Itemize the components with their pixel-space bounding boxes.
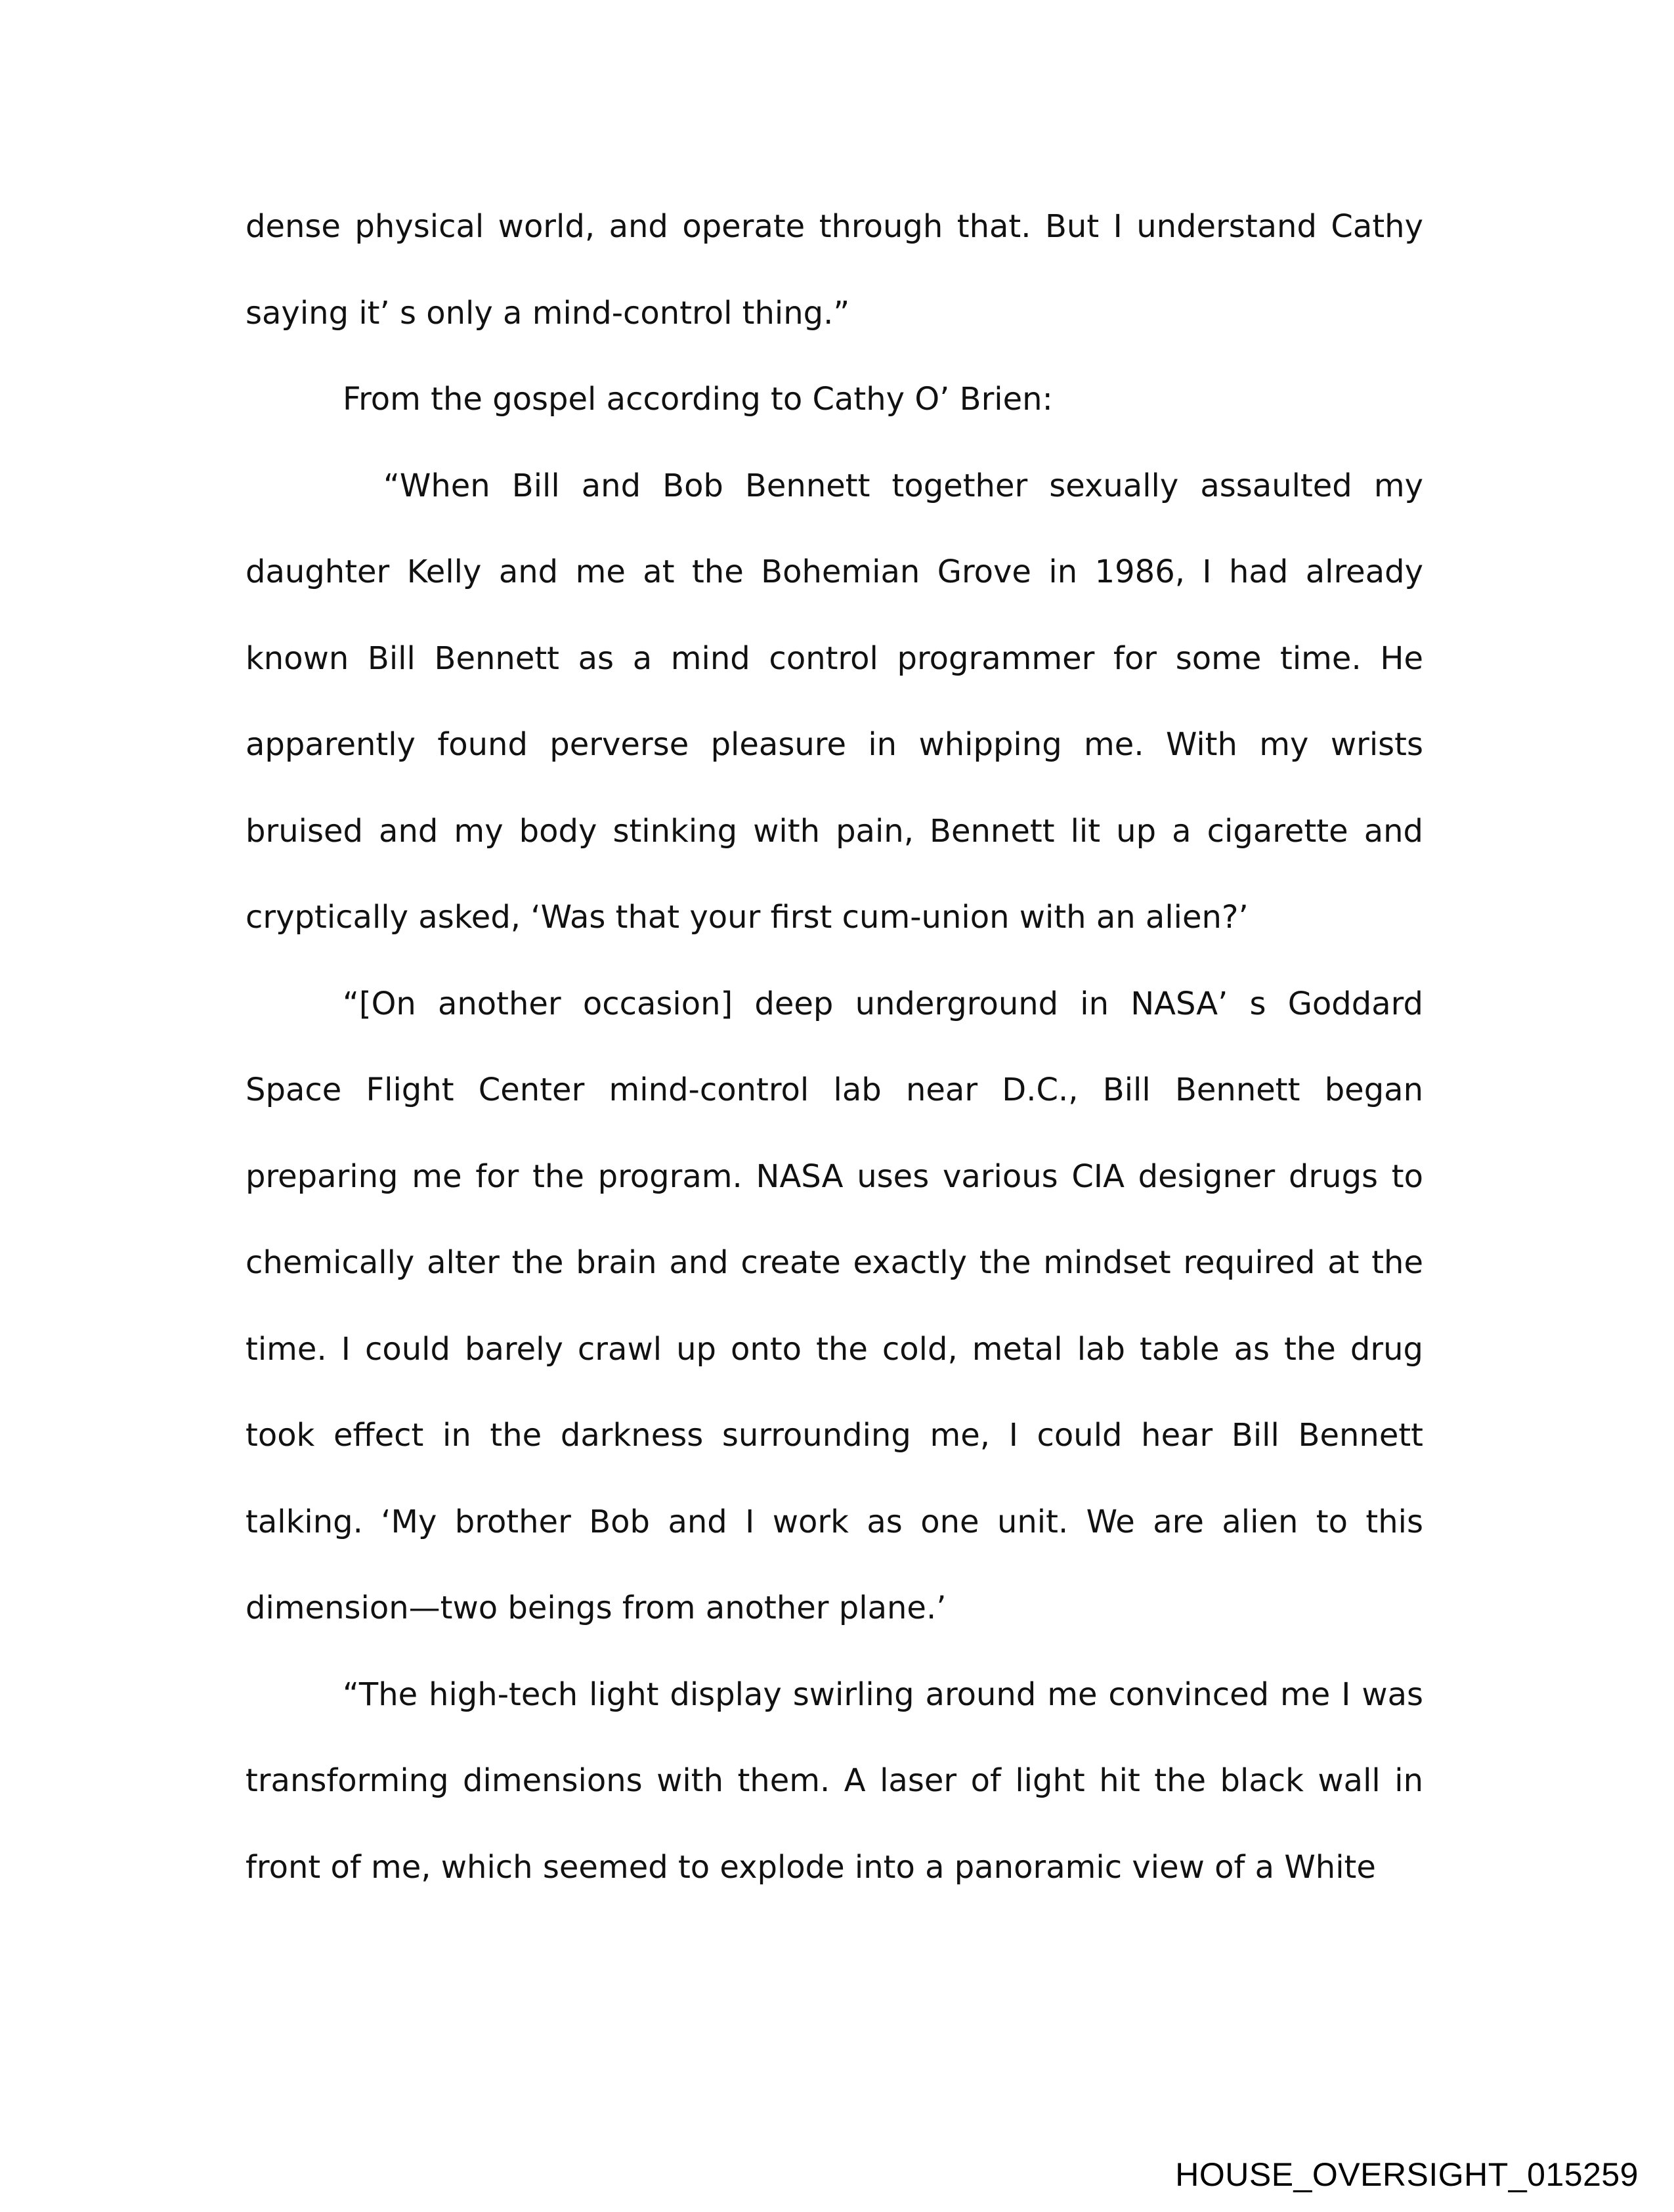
paragraph-continuation: dense physical world, and operate through that. But I understand Cathy saying it’ s only a mind-control thing.”: [246, 208, 1423, 332]
paragraph-goddard: “[On another occasion] deep underground in NASA’ s Goddard Space Flight Center mind-control lab near D.C., Bill Bennett began preparing me for the program. NASA uses various CIA designer drugs to chemically alter the brain and create exactly the mindset required at the time. I could barely crawl up onto the cold, metal lab table as the drug took effect in the darkness surrounding me, I could hear Bill Bennett talking. ‘My brother Bob and I work as one unit. We are alien to this dimension—two beings from another plane.’: [246, 985, 1423, 1626]
bates-number: HOUSE_OVERSIGHT_015259: [1175, 2156, 1639, 2193]
paragraph-gospel-intro: From the gospel according to Cathy O’ Brien:: [343, 381, 1053, 418]
paragraph-light-display: “The high-tech light display swirling around me convinced me I was transforming dimensions with them. A laser of light hit the black wall in front of me, which seemed to explode into a panoramic view of a White: [246, 1676, 1423, 1886]
body-text: [246, 184, 1423, 1911]
paragraph-bohemian-grove: “When Bill and Bob Bennett together sexually assaulted my daughter Kelly and me at the Bohemian Grove in 1986, I had already known Bill Bennett as a mind control programmer for some time. He apparently found perverse pleasure in whipping me. With my wrists bruised and my body stinking with pain, Bennett lit up a cigarette and cryptically asked, ‘Was that your first cum-union with an alien?’: [246, 467, 1423, 936]
